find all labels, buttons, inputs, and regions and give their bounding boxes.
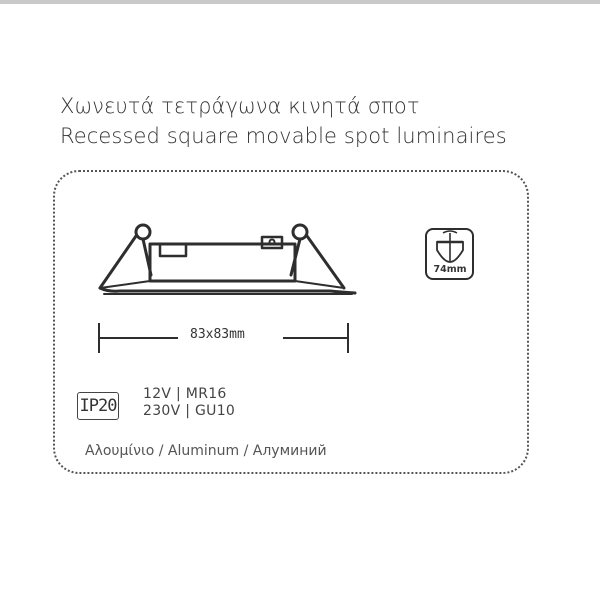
dimension-label: 83x83mm xyxy=(190,327,245,342)
material-text: Αλουμίνιο / Aluminum / Алуминий xyxy=(85,443,327,459)
spec-line-230v: 230V | GU10 xyxy=(143,403,236,419)
luminaire-section-drawing xyxy=(100,225,355,294)
title-english: Recessed square movable spot luminaires xyxy=(60,124,507,148)
title-greek: Χωνευτά τετράγωνα κινητά σποτ xyxy=(60,94,420,118)
spec-line-12v: 12V | MR16 xyxy=(143,386,227,402)
cutout-depth-label: 74mm xyxy=(433,264,467,275)
ip-rating-badge: IP20 xyxy=(77,392,119,420)
